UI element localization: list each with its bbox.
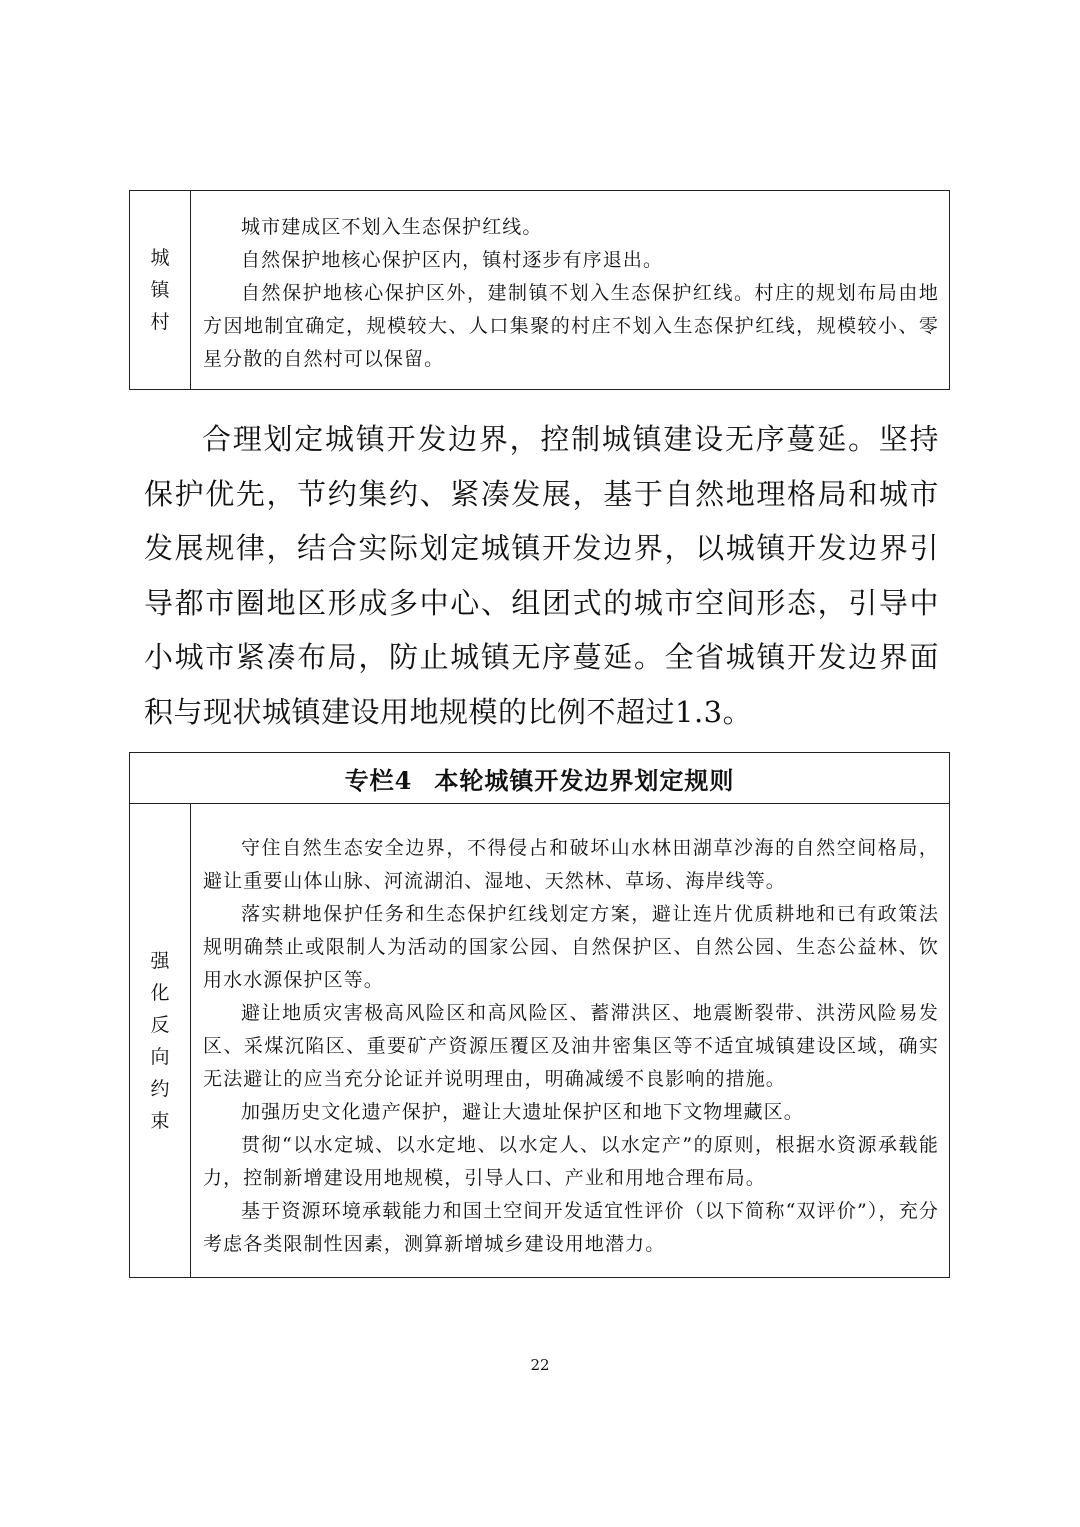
side-char: 强 xyxy=(150,949,170,972)
side-char: 束 xyxy=(150,1109,170,1132)
page-number: 22 xyxy=(530,1356,550,1374)
table-paragraph: 基于资源环境承载能力和国土空间开发适宜性评价（以下简称“双评价”），充分考虑各类限制性因素，测算新增城乡建设用地潜力。 xyxy=(203,1200,939,1255)
table-content xyxy=(191,191,949,389)
side-char: 约 xyxy=(150,1077,170,1100)
side-char: 镇 xyxy=(150,279,170,301)
table-content xyxy=(191,804,949,1277)
column-box-title-text: 本轮城镇开发边界划定规则 xyxy=(434,765,735,795)
table-paragraph: 避让地质灾害极高风险区和高风险区、蓄滞洪区、地震断裂带、洪涝风险易发区、采煤沉陷区、重要矿产资源压覆区及油井密集区等不适宜城镇建设区域，确实无法避让的应当充分论证并说明理由，明确减缓不良影响的措施。 xyxy=(203,1002,939,1090)
column-box-title xyxy=(130,753,949,804)
side-char: 化 xyxy=(150,981,170,1004)
table-side-label xyxy=(130,191,191,389)
table-paragraph: 自然保护地核心保护区内，镇村逐步有序退出。 xyxy=(241,249,664,271)
side-char: 向 xyxy=(150,1045,170,1068)
table-paragraph: 守住自然生态安全边界，不得侵占和破坏山水林田湖草沙海的自然空间格局，避让重要山体山脉、河流湖泊、湿地、天然林、草场、海岸线等。 xyxy=(203,837,939,892)
table-side-label xyxy=(130,804,191,1277)
rule-table-township xyxy=(129,190,950,390)
column-box-4 xyxy=(129,752,950,1278)
table-paragraph: 贯彻“以水定城、以水定地、以水定人、以水定产”的原则，根据水资源承载能力，控制新增建设用地规模，引导人口、产业和用地合理布局。 xyxy=(203,1134,939,1189)
side-char: 城 xyxy=(150,247,170,269)
side-char: 反 xyxy=(150,1013,170,1036)
table-paragraph: 自然保护地核心保护区外，建制镇不划入生态保护红线。村庄的规划布局由地方因地制宜确定，规模较大、人口集聚的村庄不划入生态保护红线，规模较小、零星分散的自然村可以保留。 xyxy=(203,282,939,370)
body-paragraph: 合理划定城镇开发边界，控制城镇建设无序蔓延。坚持保护优先，节约集约、紧凑发展，基于自然地理格局和城市发展规律，结合实际划定城镇开发边界，以城镇开发边界引导都市圈地区形成多中心、组团式的城市空间形态，引导中小城市紧凑布局，防止城镇无序蔓延。全省城镇开发边界面积与现状城镇建设用地规模的比例不超过1.3。 xyxy=(144,422,939,729)
side-char: 村 xyxy=(150,311,170,333)
table-paragraph: 城市建成区不划入生态保护红线。 xyxy=(241,216,543,238)
column-box-number: 专栏4 xyxy=(344,765,413,795)
table-paragraph: 加强历史文化遗产保护，避让大遗址保护区和地下文物埋藏区。 xyxy=(241,1101,804,1123)
table-paragraph: 落实耕地保护任务和生态保护红线划定方案，避让连片优质耕地和已有政策法规明确禁止或限制人为活动的国家公园、自然保护区、自然公园、生态公益林、饮用水水源保护区等。 xyxy=(203,903,939,991)
